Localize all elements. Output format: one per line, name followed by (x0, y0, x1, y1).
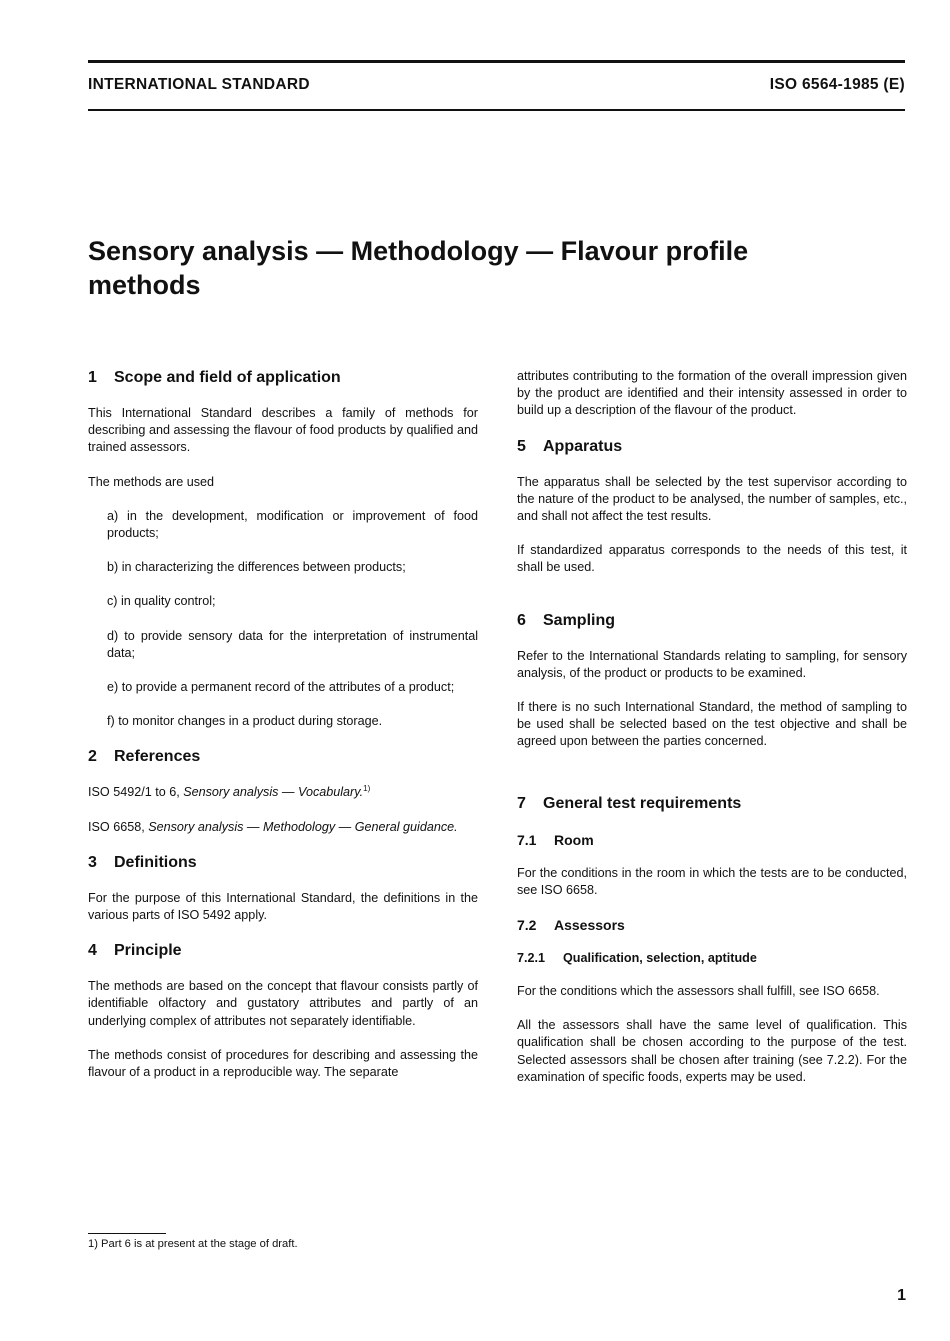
section-5-paragraph-2: If standardized apparatus corresponds to the needs of this test, it shall be used. (517, 543, 907, 575)
section-7-2-1-heading (517, 950, 907, 967)
section-5-heading (517, 437, 907, 457)
document-title: Sensory analysis — Methodology — Flavour profile methods (88, 236, 749, 300)
section-7-2-1-paragraph-2: All the assessors shall have the same level of qualification. This qualification shall be chosen according to the purpose of the test. Selected assessors shall be chosen after training (see 7.2.2). For the examination of specific foods, experts may be used. (517, 1018, 907, 1084)
reference-2 (88, 819, 478, 836)
header-document-id: ISO 6564-1985 (E) (769, 76, 905, 93)
section-6-number: 6 (517, 611, 526, 629)
reference-2-number: ISO 6658, (88, 819, 149, 834)
section-7-number: 7 (517, 794, 526, 812)
footnote: 1) Part 6 is at present at the stage of draft. (88, 1238, 298, 1250)
list-item: f) to monitor changes in a product during storage. (107, 714, 383, 729)
section-3-number: 3 (88, 853, 97, 871)
section-7-1-number: 7.1 (517, 831, 537, 848)
section-7-1-title: Room (554, 831, 594, 848)
section-4-number: 4 (88, 942, 97, 960)
spacer (517, 768, 907, 794)
spacer (517, 594, 907, 611)
section-7-heading (517, 794, 907, 814)
section-7-2-1-title: Qualification, selection, aptitude (563, 951, 757, 966)
footnote-marker: 1) (363, 784, 371, 794)
footnote-rule (88, 1233, 166, 1234)
reference-1-title: Sensory analysis — Vocabulary. (183, 785, 364, 800)
list-item: c) in quality control; (107, 594, 216, 609)
page-number: 1 (897, 1287, 906, 1304)
section-7-title: General test requirements (543, 794, 742, 812)
section-1-heading (88, 368, 478, 388)
section-1-paragraph: This International Standard describes a family of methods for describing and assessing the flavour of food products by qualified and trained assessors. (88, 406, 478, 455)
list-item: e) to provide a permanent record of the attributes of a product; (107, 680, 455, 695)
section-7-2-1-paragraph-1: For the conditions which the assessors shall fulfill, see ISO 6658. (517, 984, 880, 999)
header-standard-label: INTERNATIONAL STANDARD (88, 76, 310, 93)
section-3-title: Definitions (114, 853, 197, 871)
section-6-paragraph-2: If there is no such International Standard, the method of sampling to be used shall be selected based on the test objective and shall be agreed upon between the parties concerned. (517, 700, 907, 749)
section-7-2-heading (517, 916, 907, 934)
left-column (88, 368, 478, 1098)
section-3-paragraph: For the purpose of this International Standard, the definitions in the various parts of ISO 5492 apply. (88, 890, 478, 923)
header-top-rule (88, 60, 905, 63)
section-3-heading (88, 853, 478, 873)
reference-2-title: Sensory analysis — Methodology — General guidance. (148, 819, 458, 834)
list-item: b) in characterizing the differences between products; (107, 560, 406, 575)
section-1-uses-intro: The methods are used (88, 474, 215, 489)
section-7-1-paragraph: For the conditions in the room in which the tests are to be conducted, see ISO 6658. (517, 865, 907, 897)
section-1-title: Scope and field of application (114, 369, 341, 386)
section-7-1-heading (517, 831, 907, 849)
reference-1-number: ISO 5492/1 to 6, (88, 785, 184, 800)
section-2-number: 2 (88, 748, 97, 766)
section-6-heading (517, 611, 907, 631)
section-2-title: References (114, 748, 201, 766)
section-5-title: Apparatus (543, 437, 623, 455)
section-4-title: Principle (114, 942, 182, 960)
section-1-number: 1 (88, 369, 97, 386)
right-column (517, 368, 907, 1103)
section-4-paragraph-2: The methods consist of procedures for describing and assessing the flavour of a product in a reproducible way. The separate (88, 1047, 478, 1080)
section-6-title: Sampling (543, 611, 616, 629)
list-item: d) to provide sensory data for the interpretation of instrumental data; (107, 628, 478, 660)
section-4-paragraph-1: The methods are based on the concept that flavour consists partly of identifiable olfactory and gustatory attributes and partly of an underlying complex of attributes not separately identifiable. (88, 979, 478, 1028)
section-7-2-title: Assessors (554, 917, 625, 934)
list-item: a) in the development, modification or improvement of food products; (107, 508, 478, 541)
section-4-heading (88, 941, 478, 961)
reference-1 (88, 784, 478, 801)
section-5-paragraph-1: The apparatus shall be selected by the test supervisor according to the nature of the product to be analysed, the number of samples, etc., and shall not affect the test results. (517, 474, 907, 524)
section-7-2-number: 7.2 (517, 917, 537, 934)
header-bottom-rule (88, 109, 905, 111)
section-4-paragraph-2-continued: attributes contributing to the formation of the overall impression given by the product are identified and their intensity assessed in order to build up a description of the flavour of the product. (517, 369, 907, 418)
section-5-number: 5 (517, 437, 526, 455)
section-2-heading (88, 747, 478, 767)
section-6-paragraph-1: Refer to the International Standards relating to sampling, for sensory analysis, of the product or products to be examined. (517, 648, 907, 680)
section-7-2-1-number: 7.2.1 (517, 951, 546, 966)
